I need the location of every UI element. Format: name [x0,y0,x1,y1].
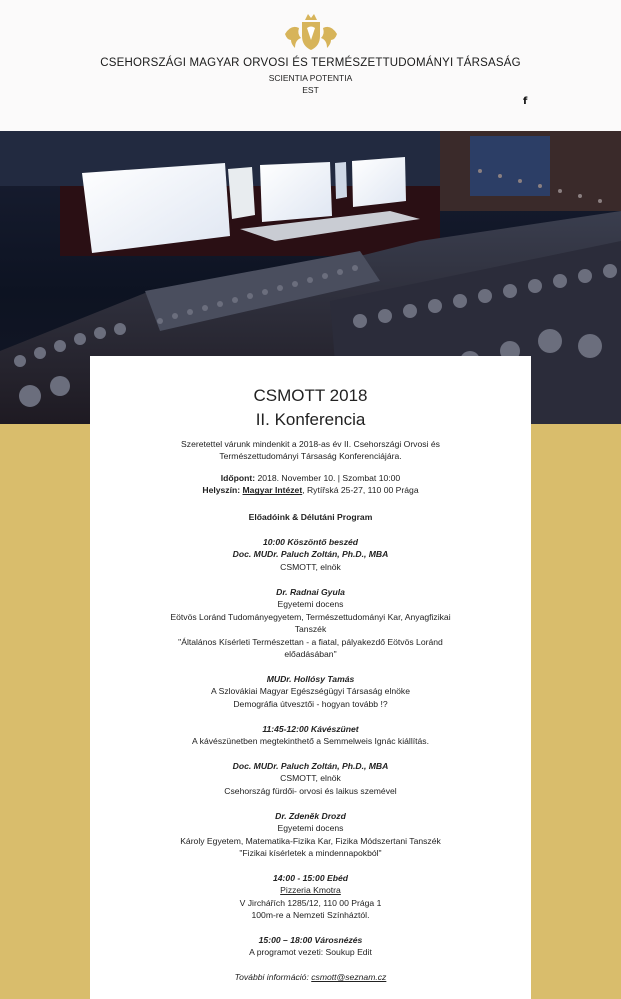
program-item-line: 100m-re a Nemzeti Színháztól. [251,910,370,921]
time-value: 2018. November 10. | Szombat 10:00 [255,473,401,483]
intro-line: Természettudományi Társaság Konferenciájára. [219,451,402,462]
intro-line: Szeretettel várunk mindenkit a 2018-as év II. Csehországi Orvosi és [181,439,440,449]
program-item-line: Tanszék [294,624,327,635]
program-item [100,760,521,797]
program-item-line: Egyetemi docens [277,599,344,610]
program-item-line: A kávészünetben megtekinthető a Semmelweis Ignác kiállítás. [192,736,429,747]
program-item-title: 10:00 Köszöntő beszéd [262,537,359,547]
program-item [100,536,521,573]
program-heading: Előadóink & Délutáni Program [248,512,373,522]
program-item-line: A Szlovákiai Magyar Egészségügyi Társaság elnöke [210,686,411,697]
time-line [100,472,521,484]
speaker-name: Dr. Zdeněk Drozd [275,811,346,821]
program-item [100,872,521,922]
program-item-line: CSMOTT, elnök [280,561,341,572]
crest-logo-icon[interactable] [283,12,339,52]
speaker-name: Doc. MUDr. Paluch Zoltán, Ph.D., MBA [232,761,389,771]
place-address: , Rytířská 25-27, 110 00 Prága [302,485,419,496]
program-item-line: Demográfia útvesztői - hogyan tovább !? [233,698,388,709]
program-item [100,810,521,860]
program-item [100,723,521,748]
event-details [100,472,521,497]
program-item-line: előadásában" [284,649,337,660]
footer-info [100,971,521,983]
speaker-name: Doc. MUDr. Paluch Zoltán, Ph.D., MBA [232,549,389,560]
motto-line: EST [302,85,319,95]
event-title: CSMOTT 2018 [253,386,368,405]
motto [0,72,621,96]
program-item-line: "Fizikai kísérletek a mindennapokból" [239,848,382,859]
info-label: További információ: [234,972,309,982]
email-link[interactable]: csmott@seznam.cz [311,972,387,982]
program-item-line: Eötvös Loránd Tudományegyetem, Természettudományi Kar, Anyagfizikai [170,611,451,622]
intro-text [100,438,521,463]
program-item-line: Egyetemi docens [277,823,344,834]
place-line [100,484,521,496]
program-item-line: A programot vezeti: Soukup Edit [249,947,372,958]
org-name[interactable]: CSEHORSZÁGI MAGYAR ORVOSI ÉS TERMÉSZETTUDOMÁNYI TÁRSASÁG [100,57,521,69]
program-item [100,934,521,959]
venue-link[interactable]: Magyar Intézet [242,485,303,496]
time-label: Időpont: [220,473,256,483]
program-item-title: 14:00 - 15:00 Ebéd [273,873,348,883]
program-item-line: CSMOTT, elnök [280,773,341,784]
speaker-name: Dr. Radnai Gyula [276,587,345,597]
event-subtitle: II. Konferencia [255,410,366,429]
facebook-icon[interactable]: f [523,96,528,107]
content-card [90,356,531,999]
program-item-line: "Általános Kísérleti Természettan - a fiatal, pályakezdő Eötvös Loránd [178,636,443,647]
program-item-line: V Jirchářích 1285/12, 110 00 Prága 1 [239,897,382,908]
program-item [100,673,521,710]
restaurant-link[interactable]: Pizzeria Kmotra [280,885,341,896]
program-item-title: 11:45-12:00 Kávészünet [262,724,359,734]
speaker-name: MUDr. Hollósy Tamás [266,674,355,684]
motto-line: SCIENTIA POTENTIA [268,73,353,83]
program-item-line: Csehország fürdői- orvosi és laikus szemével [224,785,397,796]
program-item-title: 15:00 – 18:00 Városnézés [258,935,363,945]
place-label: Helyszín: [202,485,241,496]
program-item-line: Károly Egyetem, Matematika-Fizika Kar, Fizika Módszertani Tanszék [180,835,441,846]
program-item [100,586,521,660]
site-header [0,0,621,131]
